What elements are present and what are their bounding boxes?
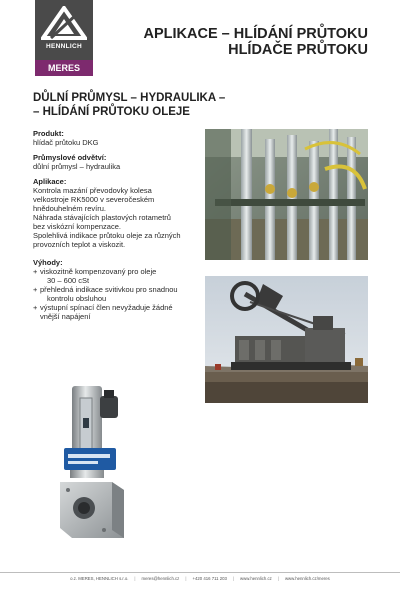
industry-heading: Průmyslové odvětví: bbox=[33, 153, 107, 162]
advantage-item bbox=[33, 285, 198, 303]
advantage-line: viskozitně kompenzovaný pro oleje bbox=[40, 267, 157, 276]
footer: o.z. MERES, HENNLICH s.r.o. | meres@hennlich.cz | +420 416 711 203 | www.hennlich.cz | www.hennlich.cz/meres bbox=[70, 576, 330, 581]
advantage-item bbox=[33, 267, 198, 285]
page-title-line2: HLÍDAČE PRŮTOKU bbox=[228, 42, 368, 58]
application-line: bez viskózní kompenzace. bbox=[33, 222, 121, 231]
subtitle-line2: – HLÍDÁNÍ PRŮTOKU OLEJE bbox=[33, 106, 190, 118]
application-line: Náhrada stávajících plastových rotametrů bbox=[33, 213, 171, 222]
flow-monitor-photo bbox=[50, 378, 145, 550]
body-text bbox=[33, 129, 198, 327]
footer-web[interactable]: www.hennlich.cz bbox=[240, 576, 272, 581]
page-title-line1: APLIKACE – HLÍDÁNÍ PRŮTOKU bbox=[143, 26, 368, 42]
excavator-photo bbox=[205, 276, 368, 403]
application-line: provozních teplot a viskozit. bbox=[33, 240, 126, 249]
application-line: velkostroje RK5000 v severočeském bbox=[33, 195, 155, 204]
footer-phone: +420 416 711 203 bbox=[192, 576, 227, 581]
advantage-line: vnější napájení bbox=[40, 312, 91, 321]
bullet-plus-icon: + bbox=[33, 285, 38, 294]
section-subtitle bbox=[33, 91, 263, 119]
advantage-item bbox=[33, 303, 198, 321]
logo-company: HENNLICH bbox=[46, 43, 82, 50]
footer-email[interactable]: meres@hennlich.cz bbox=[141, 576, 180, 581]
footer-web-meres[interactable]: www.hennlich.cz/meres bbox=[284, 576, 330, 581]
hennlich-logo bbox=[35, 0, 93, 76]
application-line: Spolehlivá indikace průtoku oleje za různých bbox=[33, 231, 181, 240]
hennlich-logo-mark-icon bbox=[41, 6, 87, 40]
application-section bbox=[33, 177, 198, 249]
advantage-line: výstupní spínací člen nevyžaduje žádné bbox=[40, 303, 173, 312]
industry-text: důlní průmysl – hydraulika bbox=[33, 162, 121, 171]
application-line: Kontrola mazání převodovky kolesa bbox=[33, 186, 152, 195]
advantages-section bbox=[33, 258, 198, 321]
page-title bbox=[144, 26, 369, 58]
footer-company: o.z. MERES, HENNLICH s.r.o. bbox=[70, 576, 129, 581]
advantage-line: přehledná indikace svitivkou pro snadnou bbox=[40, 285, 178, 294]
application-heading: Aplikace: bbox=[33, 177, 67, 186]
footer-divider bbox=[0, 572, 400, 573]
subtitle-line1: DŮLNÍ PRŮMYSL – HYDRAULIKA – bbox=[33, 92, 226, 104]
hydraulics-photo bbox=[205, 129, 368, 260]
advantage-line: 30 – 600 cSt bbox=[47, 276, 90, 285]
product-section bbox=[33, 129, 198, 147]
application-line: hnědouhelném revíru. bbox=[33, 204, 106, 213]
product-text: hlídač průtoku DKG bbox=[33, 138, 99, 147]
product-heading: Produkt: bbox=[33, 129, 64, 138]
bullet-plus-icon: + bbox=[33, 267, 38, 276]
industry-section bbox=[33, 153, 198, 171]
advantage-line: kontrolu obsluhou bbox=[47, 294, 107, 303]
advantages-heading: Výhody: bbox=[33, 258, 63, 267]
bullet-plus-icon: + bbox=[33, 303, 38, 312]
logo-division: MERES bbox=[35, 60, 93, 76]
